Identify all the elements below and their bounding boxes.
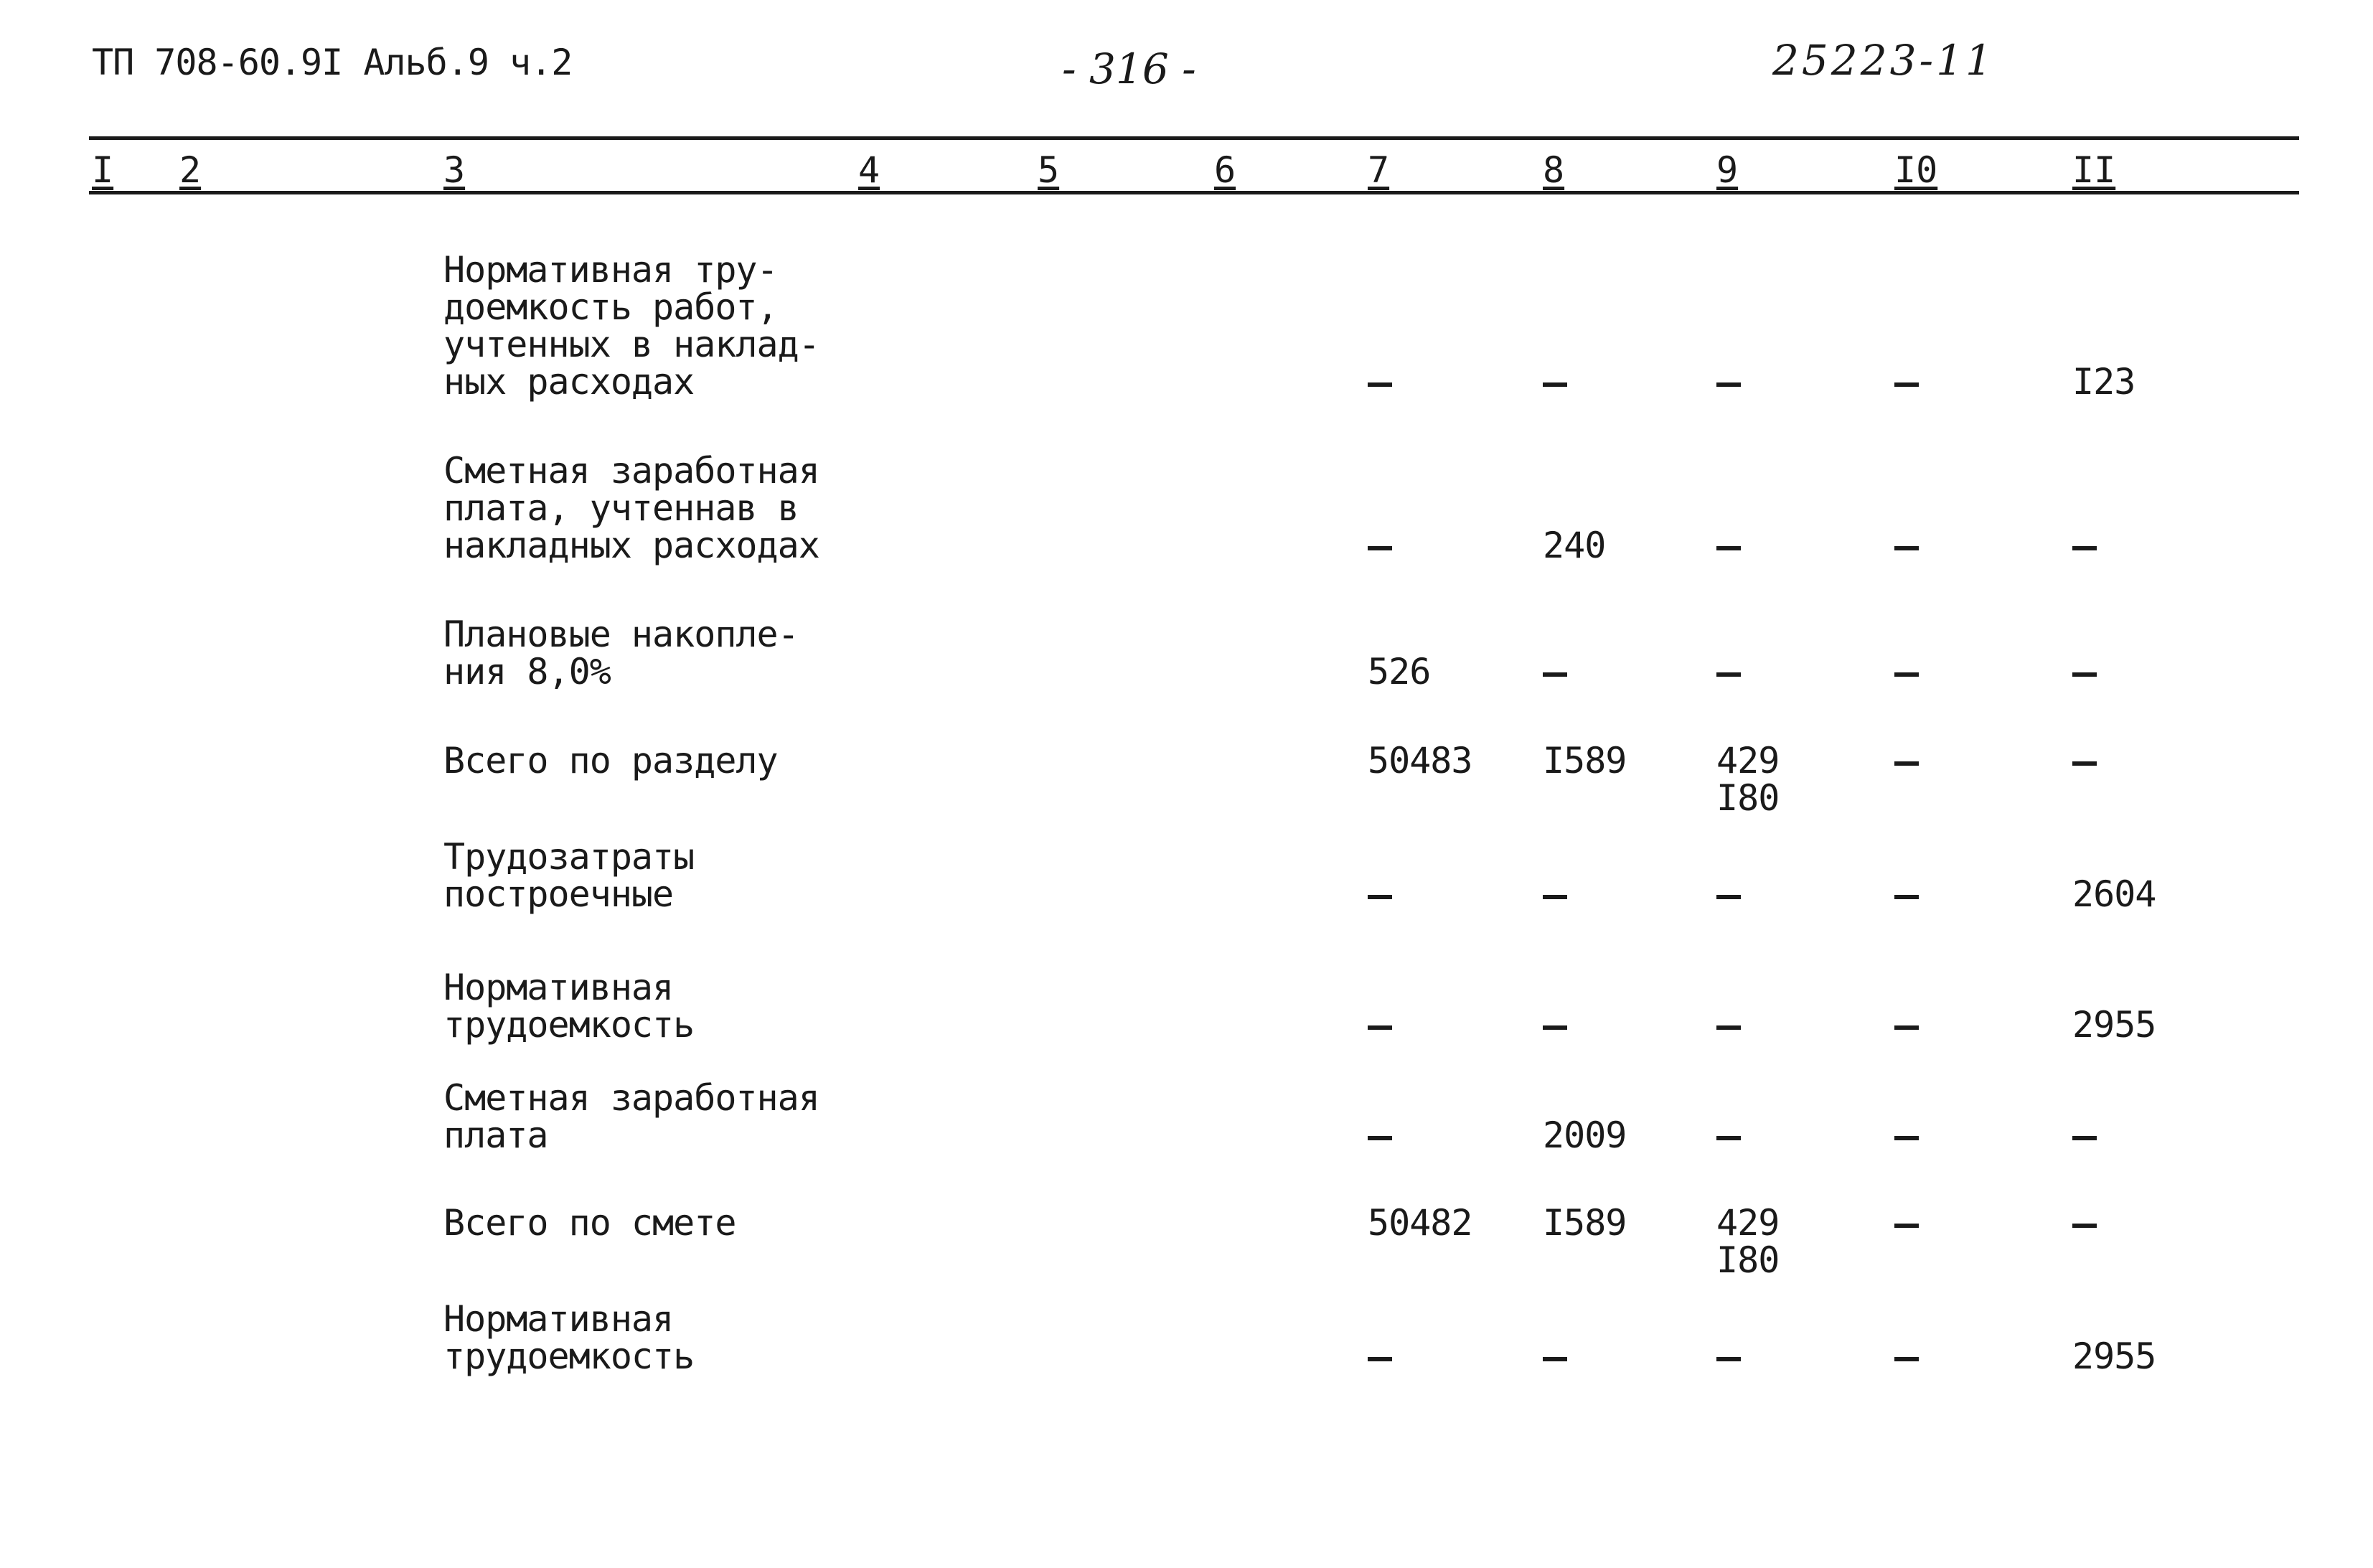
dash-mark-line [1894,546,1919,550]
column-number-10: I0 [1894,149,1938,191]
dash-mark [1368,875,1392,913]
dash-mark-line [1368,1357,1392,1361]
row-description: Нормативная трудоемкость [443,1298,695,1377]
dash-mark [1543,653,1567,690]
row-description: Нормативная тру- доемкость работ, учтенных в наклад- ных расходах [443,249,819,403]
value-cell-c7: 526 [1368,651,1431,693]
dash-mark [1716,875,1741,913]
dash-mark-line [1894,1025,1919,1030]
dash-mark [1894,363,1919,400]
dash-mark [1894,1117,1919,1154]
dash-mark-line [1894,1357,1919,1361]
dash-mark [1543,1006,1567,1043]
dash-mark [1716,363,1741,400]
dash-mark [1716,1338,1741,1375]
column-number-11: II [2072,149,2116,191]
dash-mark-line [1543,895,1567,899]
dash-mark [1543,1338,1567,1375]
column-number-9: 9 [1716,149,1739,191]
dash-mark [2072,527,2097,564]
dash-mark-line [1894,761,1919,766]
value-cell-c11: 2955 [2072,1004,2156,1046]
value-cell-c7: 50483 [1368,740,1472,781]
dash-mark-line [2072,1136,2097,1140]
dash-mark [1894,1006,1919,1043]
dash-mark-line [1716,672,1741,677]
row-description: Трудозатраты построечные [443,836,695,915]
dash-mark-line [1543,672,1567,677]
column-number-3: 3 [443,149,466,191]
value-cell-c8: I589 [1543,740,1627,781]
dash-mark-line [1543,382,1567,387]
dash-mark [1716,653,1741,690]
dash-mark [1368,363,1392,400]
dash-mark [1716,1117,1741,1154]
header-bottom-rule [89,191,2299,194]
dash-mark [1368,1006,1392,1043]
dash-mark [1894,742,1919,779]
dash-mark-line [1716,382,1741,387]
dash-mark [1894,527,1919,564]
value-cell-c8: 240 [1543,525,1606,566]
dash-mark [1894,1338,1919,1375]
dash-mark-line [1894,672,1919,677]
column-number-5: 5 [1038,149,1060,191]
dash-mark-line [1543,1357,1567,1361]
dash-mark-line [1716,895,1741,899]
value-cell-c9: 429 I80 [1716,1202,1780,1281]
value-cell-c11: 2955 [2072,1335,2156,1377]
dash-mark [2072,1204,2097,1241]
document-code: 25223-11 [1772,36,1995,85]
dash-mark-line [1894,1224,1919,1228]
dash-mark-line [1368,382,1392,387]
dash-mark-line [2072,761,2097,766]
dash-mark-line [1368,1025,1392,1030]
row-description: Всего по смете [443,1202,736,1244]
dash-mark-line [1894,382,1919,387]
dash-mark-line [1368,1136,1392,1140]
value-cell-c7: 50482 [1368,1202,1472,1244]
dash-mark-line [1368,546,1392,550]
dash-mark [1368,527,1392,564]
row-description: Нормативная трудоемкость [443,967,695,1046]
dash-mark-line [2072,672,2097,677]
column-number-2: 2 [179,149,202,191]
dash-mark [1894,1204,1919,1241]
row-description: Сметная заработная плата, учтеннав в накладных расходах [443,450,819,566]
column-number-6: 6 [1214,149,1236,191]
page-number: - 316 - [1062,44,1196,93]
column-number-1: I [92,149,114,191]
dash-mark [1894,653,1919,690]
column-number-4: 4 [858,149,880,191]
dash-mark-line [1716,546,1741,550]
dash-mark [1894,875,1919,913]
dash-mark-line [1716,1136,1741,1140]
value-cell-c11: I23 [2072,361,2135,403]
header-top-rule [89,136,2299,140]
column-number-7: 7 [1368,149,1390,191]
dash-mark-line [1368,895,1392,899]
row-description: Плановые накопле- ния 8,0% [443,614,799,693]
dash-mark [1716,1006,1741,1043]
row-description: Сметная заработная плата [443,1077,819,1156]
dash-mark-line [1894,1136,1919,1140]
dash-mark [2072,653,2097,690]
value-cell-c11: 2604 [2072,873,2156,915]
dash-mark [1543,363,1567,400]
value-cell-c9: 429 I80 [1716,740,1780,819]
row-description: Всего по разделу [443,740,778,781]
document-reference: ТП 708-60.9I Альб.9 ч.2 [92,42,573,83]
dash-mark-line [1543,1025,1567,1030]
dash-mark-line [2072,546,2097,550]
column-number-8: 8 [1543,149,1565,191]
dash-mark-line [1716,1357,1741,1361]
dash-mark [1368,1338,1392,1375]
dash-mark-line [1894,895,1919,899]
dash-mark-line [1716,1025,1741,1030]
value-cell-c8: 2009 [1543,1114,1627,1156]
dash-mark [1543,875,1567,913]
dash-mark [1716,527,1741,564]
dash-mark [2072,1117,2097,1154]
dash-mark [2072,742,2097,779]
dash-mark [1368,1117,1392,1154]
value-cell-c8: I589 [1543,1202,1627,1244]
dash-mark-line [2072,1224,2097,1228]
